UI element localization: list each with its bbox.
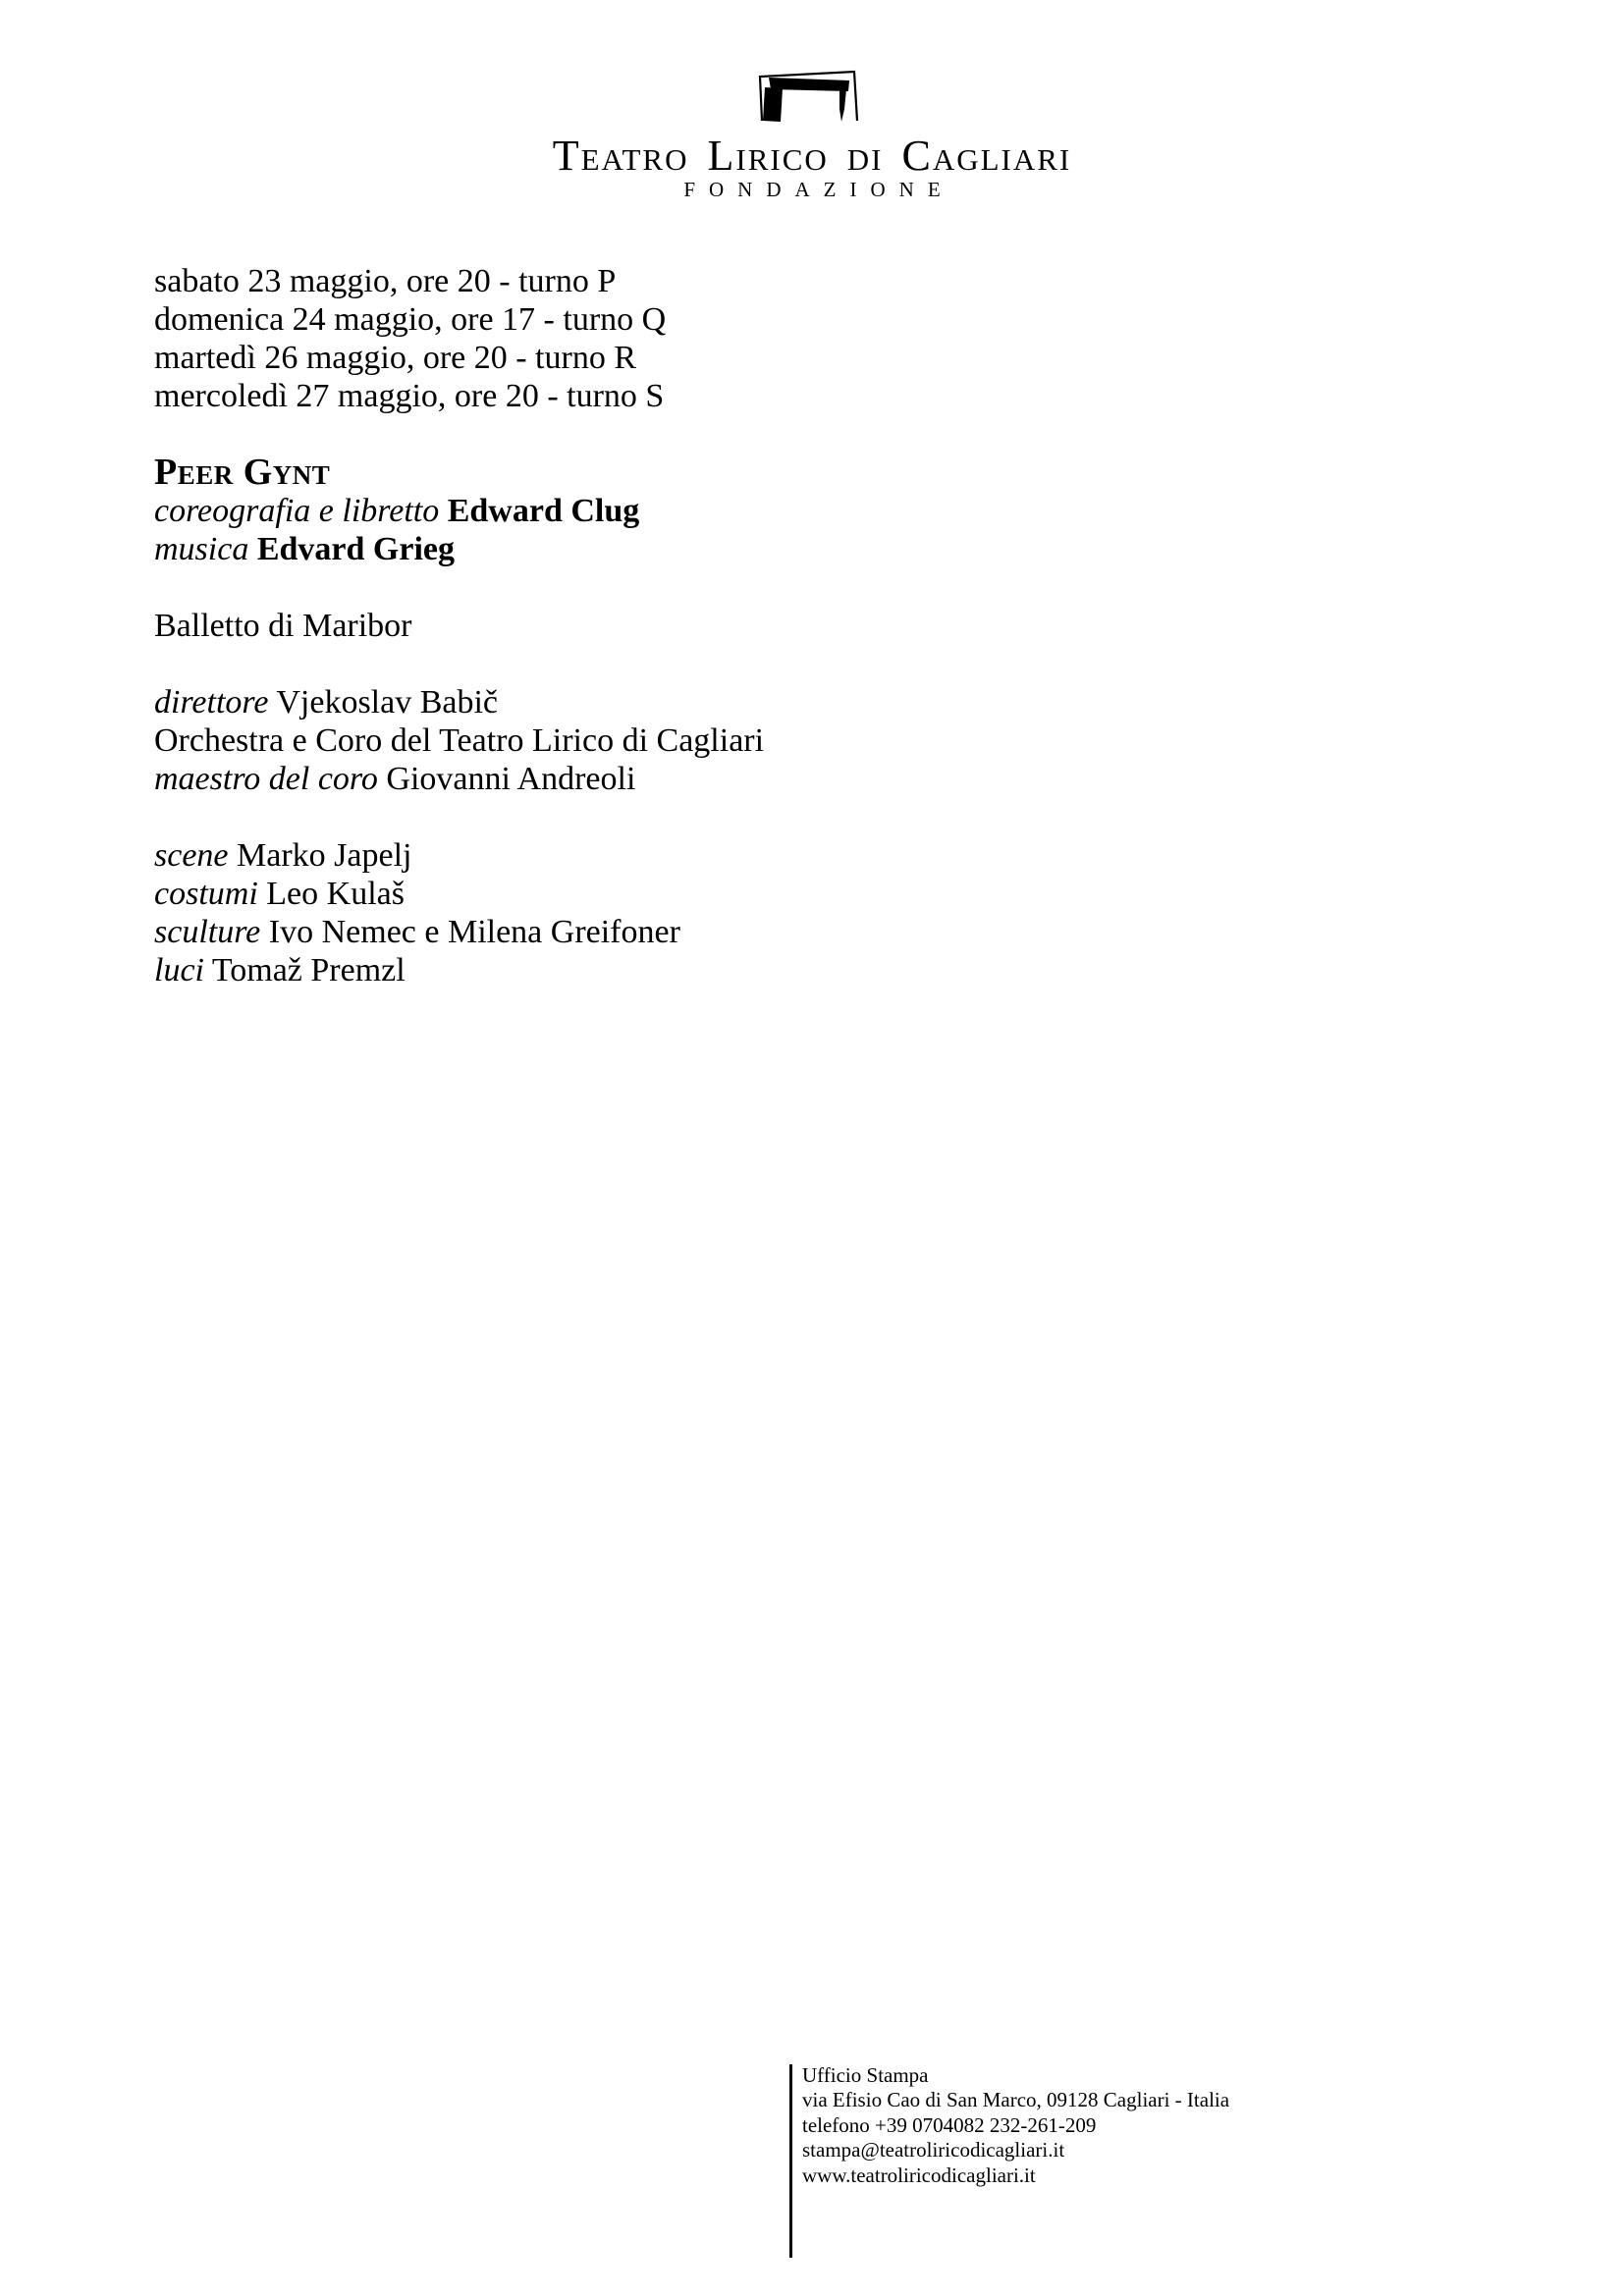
footer-phone-line: telefono +39 0704082 232-261-209 bbox=[802, 2112, 1097, 2137]
performer-line bbox=[154, 683, 1234, 721]
logo-subtitle: FONDAZIONE bbox=[683, 178, 954, 201]
production-credit-role: musica bbox=[154, 531, 249, 567]
production-credit-name: Edward Clug bbox=[447, 493, 640, 529]
production-credit bbox=[154, 530, 1234, 568]
body-text bbox=[154, 262, 1234, 989]
footer-contact-block bbox=[802, 2063, 1229, 2188]
schedule-line: martedì 26 maggio, ore 20 - turno R bbox=[154, 340, 637, 376]
footer-address-line: via Efisio Cao di San Marco, 09128 Cagliari - Italia bbox=[802, 2088, 1230, 2112]
production-credit-name: Edvard Grieg bbox=[256, 531, 455, 567]
production-credit bbox=[154, 492, 1234, 530]
production-title: Peer Gynt bbox=[154, 452, 331, 493]
performer-line-role: direttore bbox=[154, 684, 269, 721]
footer-website-line: www.teatroliricodicagliari.it bbox=[802, 2163, 1036, 2187]
footer-vertical-rule bbox=[789, 2064, 792, 2258]
creative-team-line-name: Tomaž Premzl bbox=[211, 952, 406, 988]
performer-line-name: Giovanni Andreoli bbox=[386, 761, 636, 797]
schedule-line: mercoledì 27 maggio, ore 20 - turno S bbox=[154, 378, 665, 414]
footer-office-line: Ufficio Stampa bbox=[802, 2063, 929, 2087]
performer-line-name: Vjekoslav Babič bbox=[276, 684, 499, 721]
creative-team-line-role: costumi bbox=[154, 876, 258, 912]
creative-team-line bbox=[154, 913, 1234, 951]
creative-team-line bbox=[154, 836, 1234, 875]
proscenium-arch-icon bbox=[758, 70, 860, 123]
creative-team-line-role: sculture bbox=[154, 914, 261, 950]
creative-team-line-name: Marko Japelj bbox=[237, 837, 412, 874]
performer-line-name: Orchestra e Coro del Teatro Lirico di Cagliari bbox=[154, 722, 765, 759]
blank-line bbox=[154, 415, 1234, 454]
blank-line bbox=[154, 568, 1234, 607]
blank-line bbox=[154, 645, 1234, 683]
production-credit-role: coreografia e libretto bbox=[154, 493, 440, 529]
creative-team-line-role: scene bbox=[154, 837, 229, 874]
creative-team-line bbox=[154, 875, 1234, 913]
creative-team-line-name: Ivo Nemec e Milena Greifoner bbox=[268, 914, 680, 950]
schedule-line: domenica 24 maggio, ore 17 - turno Q bbox=[154, 301, 667, 338]
creative-team-line-name: Leo Kulaš bbox=[266, 876, 405, 912]
performer-line-role: maestro del coro bbox=[154, 761, 378, 797]
schedule-line: sabato 23 maggio, ore 20 - turno P bbox=[154, 263, 617, 299]
creative-team-line-role: luci bbox=[154, 952, 204, 988]
blank-line bbox=[154, 798, 1234, 836]
footer-email-line: stampa@teatroliricodicagliari.it bbox=[802, 2138, 1065, 2163]
logo-title: Teatro Lirico di Cagliari bbox=[552, 132, 1072, 180]
performer-line bbox=[154, 721, 1234, 760]
performer-line bbox=[154, 760, 1234, 798]
creative-team-line bbox=[154, 951, 1234, 989]
company-name: Balletto di Maribor bbox=[154, 608, 412, 644]
